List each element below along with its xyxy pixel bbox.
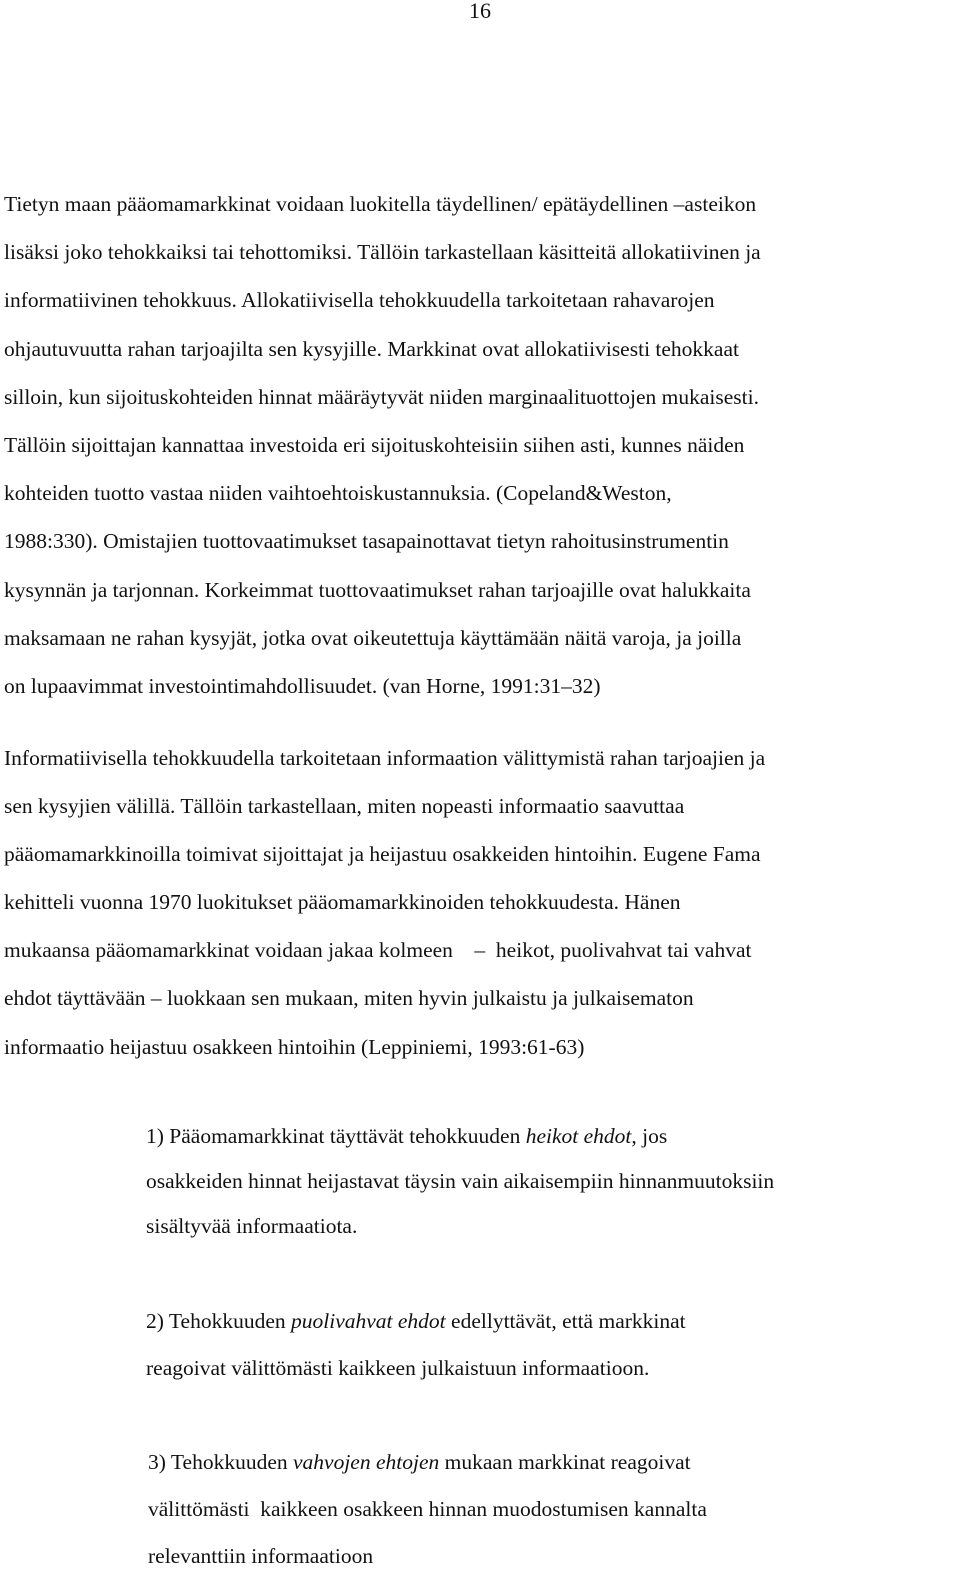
list-item-emphasis: vahvojen ehtojen [293,1450,440,1474]
text-line: 1988:330). Omistajien tuottovaatimukset tasapainottavat tietyn rahoitusinstrumentin [4,529,729,554]
text-line: reagoivat välittömästi kaikkeen julkaistuun informaatioon. [146,1356,650,1380]
text-line: Tällöin sijoittajan kannattaa investoida eri sijoituskohteisiin siihen asti, kunnes näiden [4,433,745,458]
text-line: sen kysyjien välillä. Tällöin tarkastellaan, miten nopeasti informaatio saavuttaa [4,794,685,819]
text-line: osakkeiden hinnat heijastavat täysin vain aikaisempiin hinnanmuutoksiin [146,1169,775,1193]
list-item-strong-form [148,1439,948,1580]
list-item-semi-strong-form [146,1298,946,1392]
list-item-prefix: 2) Tehokkuuden [146,1309,291,1333]
text-line: ohjautuvuutta rahan tarjoajilta sen kysyjille. Markkinat ovat allokatiivisesti tehokkaat [4,336,739,361]
list-item-emphasis: puolivahvat ehdot [291,1309,446,1333]
text-line: Tietyn maan pääomamarkkinat voidaan luokitella täydellinen/ epätäydellinen –asteikon [4,192,757,216]
text-line: informaatio heijastuu osakkeen hintoihin (Leppiniemi, 1993:61-63) [4,1034,585,1059]
paragraph-capital-market-efficiency [4,180,960,710]
text-line: pääomamarkkinoilla toimivat sijoittajat ja heijastuu osakkeiden hintoihin. Eugene Fama [4,842,761,867]
list-item-first-line [146,1114,946,1159]
text-line: kohteiden tuotto vastaa niiden vaihtoehtoiskustannuksia. (Copeland&Weston, [4,481,672,506]
paragraph-informational-efficiency [4,734,960,1071]
text-line: relevanttiin informaatioon [148,1544,374,1568]
text-line: kysynnän ja tarjonnan. Korkeimmat tuottovaatimukset rahan tarjoajille ovat halukkaita [4,577,751,602]
text-line: kehitteli vuonna 1970 luokitukset pääomamarkkinoiden tehokkuudesta. Hänen [4,890,681,915]
text-line: Informatiivisella tehokkuudella tarkoitetaan informaation välittymistä rahan tarjoajien ja [4,746,766,770]
list-item-suffix: , jos [631,1124,668,1148]
list-item-emphasis: heikot ehdot [525,1124,632,1148]
text-line: on lupaavimmat investointimahdollisuudet. (van Horne, 1991:31–32) [4,674,601,699]
text-line: ehdot täyttävään – luokkaan sen mukaan, miten hyvin julkaistu ja julkaisematon [4,986,694,1011]
text-line: informatiivinen tehokkuus. Allokatiivisella tehokkuudella tarkoitetaan rahavarojen [4,288,715,313]
list-item-weak-form [146,1114,946,1249]
list-item-prefix: 1) Pääomamarkkinat täyttävät tehokkuuden [146,1124,526,1148]
text-line: mukaansa pääomamarkkinat voidaan jakaa kolmeen – heikot, puolivahvat tai vahvat [4,938,752,963]
text-line: lisäksi joko tehokkaiksi tai tehottomiksi. Tällöin tarkastellaan käsitteitä allokatiivinen ja [4,240,761,265]
list-item-first-line [148,1439,948,1486]
text-line: välittömästi kaikkeen osakkeen hinnan muodostumisen kannalta [148,1497,707,1521]
list-item-suffix: mukaan markkinat reagoivat [439,1450,691,1474]
page-number: 16 [469,0,491,23]
text-line: silloin, kun sijoituskohteiden hinnat määräytyvät niiden marginaalituottojen mukaisesti. [4,384,759,409]
text-line: sisältyvää informaatiota. [146,1214,358,1238]
list-item-suffix: edellyttävät, että markkinat [445,1309,686,1333]
text-line: maksamaan ne rahan kysyjät, jotka ovat oikeutettuja käyttämään näitä varoja, ja joilla [4,625,742,650]
list-item-prefix: 3) Tehokkuuden [148,1450,293,1474]
list-item-first-line [146,1298,946,1345]
